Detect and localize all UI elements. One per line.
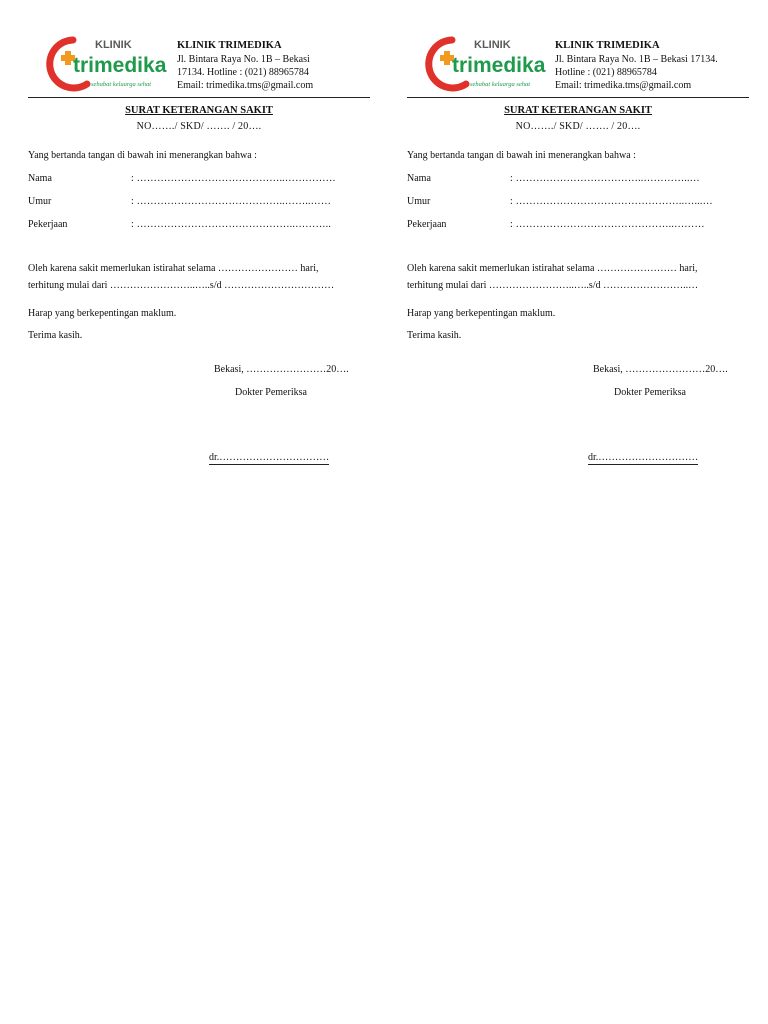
field-label: Pekerjaan	[407, 219, 447, 230]
title-block	[28, 105, 370, 132]
place-date: Bekasi, ……………………20….	[593, 364, 728, 375]
rest-line-1: Oleh karena sakit memerlukan istirahat selama …………………… hari,	[407, 263, 698, 274]
patient-fields	[407, 173, 749, 242]
document-number: NO……./ SKD/ ……. / 20….	[515, 121, 641, 132]
field-blank: : ………………………………………..………..	[131, 219, 332, 230]
clinic-address-line-2: Hotline : (021) 88965784	[555, 67, 657, 78]
field-label: Umur	[407, 196, 431, 207]
field-row-pekerjaan	[407, 219, 749, 242]
place-date: Bekasi, ……………………20….	[214, 364, 349, 375]
rest-period-paragraph	[407, 260, 749, 294]
clinic-logo	[422, 34, 547, 94]
closing-line-2: Terima kasih.	[28, 330, 83, 341]
rest-line-2: terhitung mulai dari ……………………..…..s/d ……………………..…	[407, 280, 699, 291]
field-label: Pekerjaan	[28, 219, 68, 230]
clinic-info	[555, 39, 745, 92]
clinic-name: KLINIK TRIMEDIKA	[555, 40, 660, 51]
field-blank: : ……………………………………..……………	[131, 173, 336, 184]
title-block	[407, 105, 749, 132]
signer-name-line: dr.…………………………	[588, 452, 699, 463]
rest-line-2: terhitung mulai dari ……………………..…..s/d ……………………………	[28, 280, 335, 291]
field-blank: : …………………………………………..…...…	[510, 196, 713, 207]
letterhead	[28, 0, 370, 98]
document-title: SURAT KETERANGAN SAKIT	[504, 105, 652, 116]
document-title: SURAT KETERANGAN SAKIT	[125, 105, 273, 116]
field-label: Nama	[28, 173, 52, 184]
clinic-address-line-2: 17134. Hotline : (021) 88965784	[177, 67, 309, 78]
logo-top-text: KLINIK	[95, 39, 132, 51]
signer-name-line: dr.……………………………	[209, 452, 330, 463]
letterhead	[407, 0, 749, 98]
intro-text: Yang bertanda tangan di bawah ini menerangkan bahwa :	[28, 150, 257, 161]
document-number: NO……./ SKD/ ……. / 20….	[136, 121, 262, 132]
clinic-email: Email: trimedika.tms@gmail.com	[555, 80, 692, 91]
logo-brand-text: trimedika	[73, 54, 167, 77]
clinic-address-line-1: Jl. Bintara Raya No. 1B – Bekasi 17134.	[555, 54, 718, 65]
signer-role: Dokter Pemeriksa	[614, 387, 686, 398]
closing-line-1: Harap yang berkepentingan maklum.	[28, 308, 177, 319]
clinic-address-line-1: Jl. Bintara Raya No. 1B – Bekasi	[177, 54, 310, 65]
clinic-info	[177, 39, 313, 92]
logo-tagline-text: sehabat keluarga sehat	[91, 81, 152, 88]
field-row-umur	[28, 196, 370, 219]
logo-tagline-text: sehabat keluarga sehat	[470, 81, 531, 88]
field-blank: : ……………………………………..……..……	[131, 196, 332, 207]
field-row-pekerjaan	[28, 219, 370, 242]
clinic-logo	[43, 34, 168, 94]
sick-letter-form-right	[407, 0, 749, 480]
rest-line-1: Oleh karena sakit memerlukan istirahat selama …………………… hari,	[28, 263, 319, 274]
intro-text: Yang bertanda tangan di bawah ini menerangkan bahwa :	[407, 150, 636, 161]
clinic-email: Email: trimedika.tms@gmail.com	[177, 80, 314, 91]
closing-line-2: Terima kasih.	[407, 330, 462, 341]
sick-letter-form-left	[28, 0, 370, 480]
field-row-nama	[28, 173, 370, 196]
field-blank: : ………………………………………..………	[510, 219, 705, 230]
logo-top-text: KLINIK	[474, 39, 511, 51]
closing-line-1: Harap yang berkepentingan maklum.	[407, 308, 556, 319]
logo-brand-text: trimedika	[452, 54, 546, 77]
rest-period-paragraph	[28, 260, 370, 294]
field-row-nama	[407, 173, 749, 196]
field-label: Umur	[28, 196, 52, 207]
signer-role: Dokter Pemeriksa	[235, 387, 307, 398]
field-blank: : ………………………………..…………..…	[510, 173, 700, 184]
patient-fields	[28, 173, 370, 242]
field-label: Nama	[407, 173, 431, 184]
clinic-name: KLINIK TRIMEDIKA	[177, 40, 282, 51]
field-row-umur	[407, 196, 749, 219]
